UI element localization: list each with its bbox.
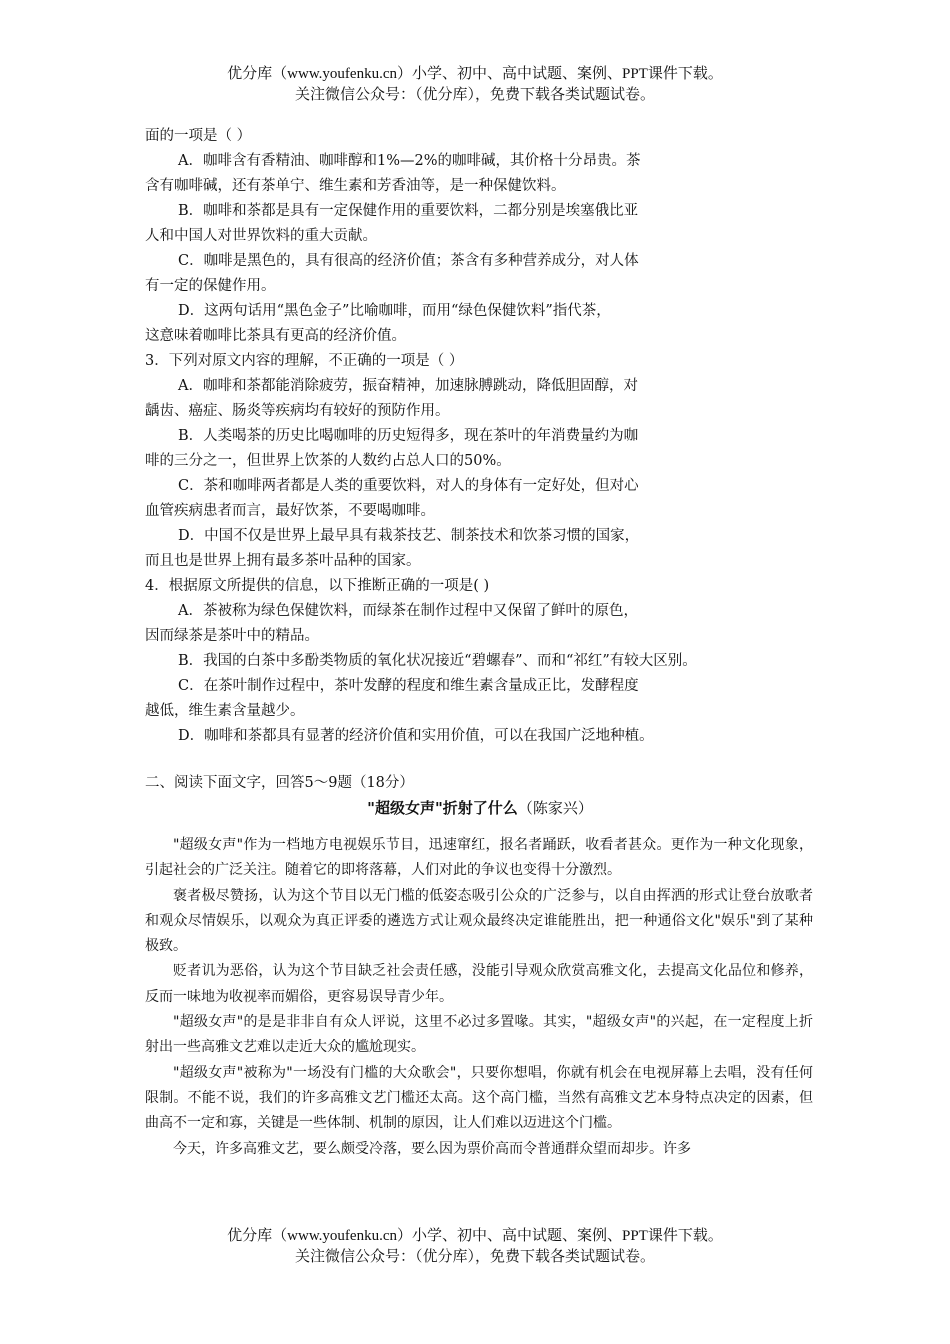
q2-option-a-line1: A．咖啡含有香精油、咖啡醇和1%—2%的咖啡碱，其价格十分昂贵。茶	[178, 153, 641, 169]
header-line-2: 关注微信公众号：（优分库），免费下载各类试题试卷。	[294, 87, 655, 103]
q4-option-a-line1: A．茶被称为绿色保健饮料，而绿茶在制作过程中又保留了鲜叶的原色，	[178, 603, 638, 619]
q2-option-a-line2: 含有咖啡碱，还有茶单宁、维生素和芳香油等，是一种保健饮料。	[145, 178, 566, 194]
q4-option-d-line1: D．咖啡和茶都具有显著的经济价值和实用价值，可以在我国广泛地种植。	[178, 728, 654, 744]
question-4-stem: 4．根据原文所提供的信息，以下推断正确的一项是( )	[145, 578, 490, 594]
question-3	[145, 349, 815, 574]
q2-option-b-line1: B．咖啡和茶都是具有一定保健作用的重要饮料，二都分别是埃塞俄比亚	[178, 203, 639, 219]
footer-line-2: 关注微信公众号：（优分库），免费下载各类试题试卷。	[294, 1249, 655, 1265]
q2-option-c-line2: 有一定的保健作用。	[145, 278, 276, 294]
q4-option-a-line2: 因而绿茶是茶叶中的精品。	[145, 628, 319, 644]
article-paragraph: "超级女声"的是是非非自有众人评说，这里不必过多置喙。其实，"超级女声"的兴起，在一定程度上折射出一些高雅文艺难以走近大众的尴尬现实。	[145, 1014, 813, 1056]
q3-option-c-line2: 血管疾病患者而言，最好饮茶，不要喝咖啡。	[145, 503, 435, 519]
q3-option-d-line2: 而且也是世界上拥有最多茶叶品种的国家。	[145, 553, 421, 569]
q4-option-c-line2: 越低，维生素含量越少。	[145, 703, 305, 719]
article-paragraph: "超级女声"被称为"一场没有门槛的大众歌会"，只要你想唱，你就有机会在电视屏幕上去唱，没有任何限制。不能不说，我们的许多高雅文艺门槛还太高。这个高门槛，当然有高雅文艺本身特点决定的因素，但曲高不一定和寡，关键是一些体制、机制的原因，让人们难以迈进这个门槛。	[145, 1064, 813, 1132]
q3-option-c-line1: C．茶和咖啡两者都是人类的重要饮料，对人的身体有一定好处，但对心	[178, 478, 639, 494]
document-body	[145, 124, 815, 1162]
question-4	[145, 574, 815, 749]
article-title-text: "超级女声"折射了什么	[367, 799, 518, 817]
page-footer	[0, 1226, 950, 1268]
page-header	[0, 64, 950, 106]
article-paragraph: 贬者讥为恶俗，认为这个节目缺乏社会责任感，没能引导观众欣赏高雅文化，去提高文化品位和修养，反而一味地为收视率而媚俗，更容易误导青少年。	[145, 963, 813, 1005]
q3-option-b-line2: 啡的三分之一，但世界上饮茶的人数约占总人口的50%。	[145, 453, 511, 469]
q4-option-c-line1: C．在茶叶制作过程中，茶叶发酵的程度和维生素含量成正比，发酵程度	[178, 678, 639, 694]
q2-option-d-line2: 这意味着咖啡比茶具有更高的经济价值。	[145, 328, 406, 344]
q3-option-a-line2: 龋齿、癌症、肠炎等疾病均有较好的预防作用。	[145, 403, 450, 419]
q2-option-b-line2: 人和中国人对世界饮料的重大贡献。	[145, 228, 377, 244]
q4-option-b-line1: B．我国的白茶中多酚类物质的氧化状况接近“碧螺春”、而和“祁红”有较大区别。	[178, 653, 697, 669]
article-paragraph: "超级女声"作为一档地方电视娱乐节目，迅速窜红，报名者踊跃，收看者甚众。更作为一种文化现象，引起社会的广泛关注。随着它的即将落幕，人们对此的争议也变得十分激烈。	[145, 837, 813, 879]
article-author: （陈家兴）	[517, 799, 593, 817]
question-2-stem-tail: 面的一项是（ ）	[145, 128, 252, 144]
q2-option-c-line1: C．咖啡是黑色的，具有很高的经济价值；茶含有多种营养成分，对人体	[178, 253, 639, 269]
article-paragraph: 褒者极尽赞扬，认为这个节目以无门槛的低姿态吸引公众的广泛参与，以自由挥洒的形式让登台放歌者和观众尽情娱乐，以观众为真正评委的遴选方式让观众最终决定谁能胜出，把一种通俗文化"娱乐"到了某种极致。	[145, 887, 813, 955]
header-line-1: 优分库（www.youfenku.cn）小学、初中、高中试题、案例、PPT课件下载。	[227, 66, 723, 82]
section-2-heading: 二、阅读下面文字，回答5～9题（18分）	[145, 775, 414, 791]
article-title	[145, 796, 815, 821]
q3-option-a-line1: A．咖啡和茶都能消除疲劳，振奋精神，加速脉膊跳动，降低胆固醇，对	[178, 378, 638, 394]
q2-option-d-line1: D．这两句话用“黑色金子”比喻咖啡，而用“绿色保健饮料”指代茶，	[178, 303, 611, 319]
article-body	[145, 833, 815, 1162]
footer-line-1: 优分库（www.youfenku.cn）小学、初中、高中试题、案例、PPT课件下载。	[227, 1228, 723, 1244]
question-2-options	[145, 124, 815, 349]
q3-option-b-line1: B．人类喝茶的历史比喝咖啡的历史短得多，现在茶叶的年消费量约为咖	[178, 428, 639, 444]
q3-option-d-line1: D．中国不仅是世界上最早具有栽茶技艺、制茶技术和饮茶习惯的国家，	[178, 528, 640, 544]
question-3-stem: 3．下列对原文内容的理解，不正确的一项是（ ）	[145, 353, 464, 369]
article-paragraph: 今天，许多高雅文艺，要么颇受冷落，要么因为票价高而令普通群众望而却步。许多	[173, 1140, 691, 1157]
